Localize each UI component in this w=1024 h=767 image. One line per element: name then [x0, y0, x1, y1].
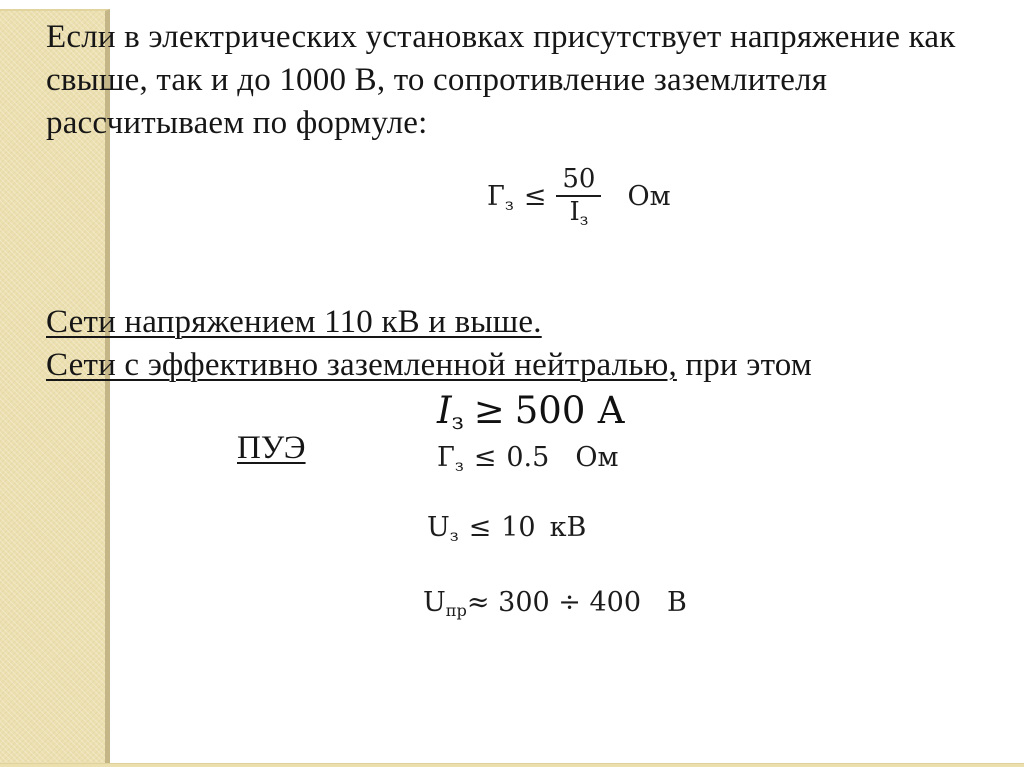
- equation-rz-50-over-iz: [487, 164, 671, 230]
- bottom-decor-line: [0, 763, 1024, 767]
- subscript: з: [451, 409, 464, 436]
- networks-text: [46, 301, 996, 387]
- approx-sign: ≈: [466, 587, 490, 618]
- networks-line-110kv: Сети напряжением 110 кВ и выше.: [46, 304, 542, 340]
- greater-equal-sign: ≥: [473, 389, 505, 432]
- equation-variable: Гз: [437, 442, 464, 476]
- current-variable: I: [437, 389, 452, 432]
- less-equal-sign: ≤: [523, 180, 547, 212]
- less-equal-sign: ≤: [473, 442, 497, 473]
- equation-unit: Ом: [627, 180, 671, 212]
- equation-variable: Uз: [427, 512, 459, 546]
- equation-variable: Uпр: [423, 587, 467, 621]
- current-condition: [437, 389, 626, 436]
- current-value: 500: [514, 389, 586, 432]
- equation-value: 10: [501, 512, 536, 543]
- equation-value: 300 ÷ 400: [498, 587, 641, 618]
- intro-line-2: свыше, так и до 1000 В, то сопротивление заземлителя: [46, 62, 828, 98]
- pue-label: ПУЭ: [237, 430, 306, 466]
- fraction-numerator: 50: [562, 164, 596, 194]
- subscript: з: [579, 211, 589, 230]
- intro-line-3: рассчитываем по формуле:: [46, 105, 428, 141]
- subscript: з: [449, 526, 459, 546]
- underlined-part: Сети с эффективно заземленной нейтралью,: [46, 347, 677, 383]
- equation-uz-10kv: [427, 512, 587, 546]
- current-unit: А: [597, 389, 626, 432]
- equation-unit: В: [667, 587, 687, 618]
- equation-upr-touch-voltage: [423, 587, 687, 621]
- fraction: [556, 164, 601, 230]
- tail-part: при этом: [676, 347, 812, 383]
- equation-value: 0.5: [506, 442, 550, 473]
- subscript: пр: [445, 601, 467, 621]
- subscript: з: [504, 195, 514, 215]
- equation-unit: Ом: [575, 442, 619, 473]
- less-equal-sign: ≤: [468, 512, 492, 543]
- networks-line-neutral: [46, 344, 996, 387]
- equation-variable: Гз: [487, 180, 514, 215]
- subscript: з: [454, 456, 464, 476]
- intro-line-1: Если в электрических установках присутствует напряжение как: [46, 19, 956, 55]
- equation-rz-05-ohm: [437, 442, 619, 476]
- equation-unit: кВ: [549, 512, 587, 543]
- intro-paragraph: [46, 16, 996, 145]
- fraction-denominator: Iз: [569, 197, 589, 230]
